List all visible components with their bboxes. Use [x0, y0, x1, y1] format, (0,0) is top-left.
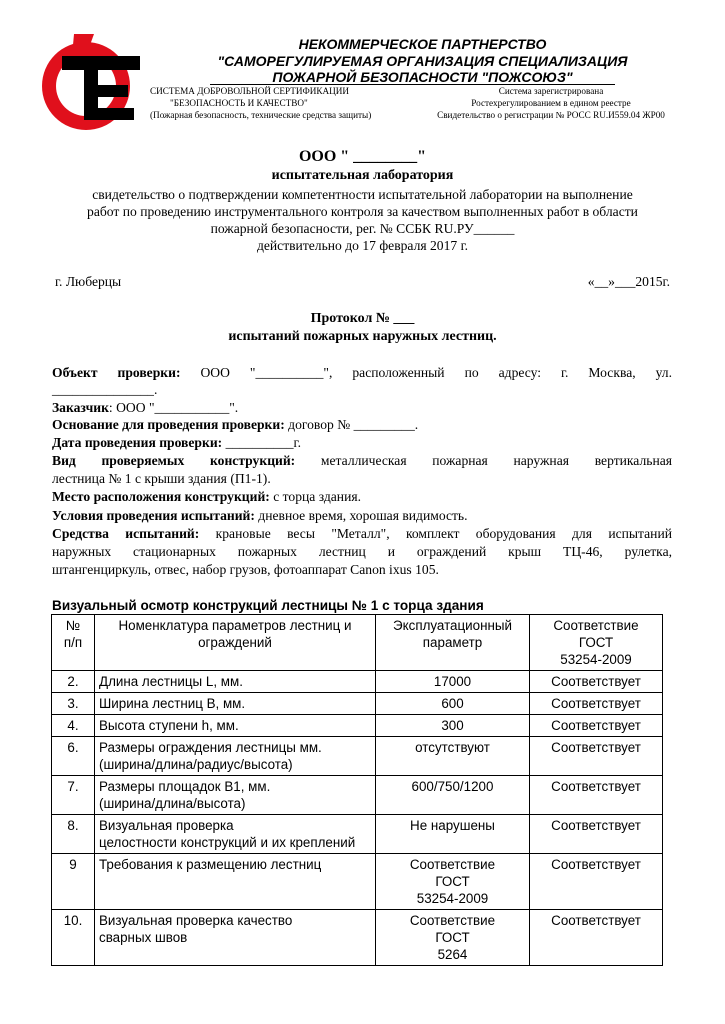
- table-caption: Визуальный осмотр конструкций лестницы № 1 с торца здания: [52, 598, 484, 613]
- cert-registry: Ростехрегулированием в едином реестре: [471, 98, 631, 108]
- row-param: 600/750/1200: [376, 776, 530, 815]
- lab-company: ООО " ________": [298, 148, 427, 165]
- date-field: [52, 434, 301, 451]
- protocol-date: «__»___2015г.: [587, 274, 670, 289]
- location-label: Место расположения конструкций:: [52, 489, 270, 504]
- row-param: Не нарушены: [376, 815, 530, 854]
- customer-field: [52, 399, 238, 416]
- protocol-subtitle: испытаний пожарных наружных лестниц.: [228, 329, 497, 344]
- cert-registration-number: Свидетельство о регистрации № РОСС RU.И559.04 ЖР00: [437, 110, 665, 120]
- basis-field: [52, 416, 418, 433]
- row-param: 300: [376, 715, 530, 737]
- means-value: крановые весы "Металл", комплект оборудования для испытаний: [199, 526, 672, 541]
- means-label: Средства испытаний:: [52, 526, 200, 541]
- row-result: Соответствует: [530, 671, 663, 693]
- org-logo: [36, 30, 140, 134]
- lab-desc-line3: пожарной безопасности, рег. № ССБК RU.РУ______: [210, 221, 515, 236]
- type-value: металлическая пожарная наружная вертикальная: [295, 453, 672, 468]
- lab-desc-line1: свидетельство о подтверждении компетентности испытательной лаборатории на выполнение: [92, 187, 633, 202]
- protocol-title: Протокол № ___: [310, 311, 415, 326]
- table-row: [52, 815, 663, 854]
- lab-desc-line2: работ по проведению инструментального контроля за качеством выполненных работ в области: [87, 204, 638, 219]
- conditions-value: дневное время, хорошая видимость.: [254, 508, 468, 523]
- table-row: [52, 671, 663, 693]
- row-name: Ширина лестниц В, мм.: [95, 693, 376, 715]
- row-result: Соответствует: [530, 854, 663, 910]
- object-value: ООО "__________", расположенный по адресу: г. Москва, ул.: [180, 365, 672, 380]
- row-param: 17000: [376, 671, 530, 693]
- org-name-line1: НЕКОММЕРЧЕСКОЕ ПАРТНЕРСТВО: [298, 36, 547, 52]
- header-gost-compliance: Соответствие ГОСТ 53254-2009: [530, 615, 663, 671]
- table-row: [52, 910, 663, 966]
- means-field: [52, 525, 672, 542]
- row-param: Соответствие ГОСТ 53254-2009: [376, 854, 530, 910]
- header-num: № п/п: [52, 615, 95, 671]
- type-value-cont: лестница № 1 с крыши здания (П1-1).: [52, 471, 271, 486]
- row-result: Соответствует: [530, 715, 663, 737]
- table-row: [52, 854, 663, 910]
- lab-validity: действительно до 17 февраля 2017 г.: [256, 238, 469, 253]
- row-param: 600: [376, 693, 530, 715]
- row-result: Соответствует: [530, 910, 663, 966]
- basis-label: Основание для проведения проверки:: [52, 417, 285, 432]
- lab-name: испытательная лаборатория: [271, 168, 454, 183]
- customer-label: Заказчик: [52, 400, 109, 415]
- object-value-cont: _______________.: [52, 382, 158, 397]
- row-result: Соответствует: [530, 776, 663, 815]
- org-name-line3: ПОЖАРНОЙ БЕЗОПАСНОСТИ "ПОЖСОЮЗ": [272, 69, 573, 85]
- row-num: 4.: [52, 715, 95, 737]
- location-field: [52, 488, 361, 505]
- object-label: Объект проверки:: [52, 365, 181, 380]
- row-num: 10.: [52, 910, 95, 966]
- table-row: [52, 715, 663, 737]
- row-result: Соответствует: [530, 737, 663, 776]
- customer-value: : ООО "___________".: [108, 400, 239, 415]
- row-name: Длина лестницы L, мм.: [95, 671, 376, 693]
- cert-registered: Система зарегистрирована: [498, 86, 604, 96]
- means-value-cont1: наружных стационарных пожарных лестниц и ограждений крыш ТЦ-46, рулетка,: [52, 544, 672, 559]
- row-name: Визуальная проверка целостности конструкций и их креплений: [95, 815, 376, 854]
- type-label: Вид проверяемых конструкций:: [52, 453, 296, 468]
- table-row: [52, 693, 663, 715]
- location-value: с торца здания.: [269, 489, 361, 504]
- basis-value: договор № _________.: [284, 417, 419, 432]
- conditions-field: [52, 507, 468, 524]
- conditions-label: Условия проведения испытаний:: [52, 508, 255, 523]
- row-name: Требования к размещению лестниц: [95, 854, 376, 910]
- org-name-line2: "САМОРЕГУЛИРУЕМАЯ ОРГАНИЗАЦИЯ СПЕЦИАЛИЗАЦИЯ: [217, 52, 628, 69]
- date-label: Дата проведения проверки:: [52, 435, 223, 450]
- row-result: Соответствует: [530, 693, 663, 715]
- inspection-table: [51, 614, 663, 966]
- row-result: Соответствует: [530, 815, 663, 854]
- object-field: [52, 364, 672, 381]
- table-row: [52, 776, 663, 815]
- row-num: 9: [52, 854, 95, 910]
- row-num: 8.: [52, 815, 95, 854]
- means-value-cont2: штангенциркуль, отвес, набор грузов, фотоаппарат Canon ixus 105.: [52, 562, 439, 577]
- row-name: Размеры площадок В1, мм. (ширина/длина/высота): [95, 776, 376, 815]
- header-nomenclature: Номенклатура параметров лестниц и ограждений: [95, 615, 376, 671]
- row-num: 2.: [52, 671, 95, 693]
- row-name: Визуальная проверка качество сварных швов: [95, 910, 376, 966]
- city: г. Люберцы: [55, 274, 122, 289]
- type-field: [52, 452, 672, 469]
- table-header-row: [52, 615, 663, 671]
- row-num: 3.: [52, 693, 95, 715]
- table-row: [52, 737, 663, 776]
- row-param: отсутствуют: [376, 737, 530, 776]
- row-num: 6.: [52, 737, 95, 776]
- cert-system-quality: "БЕЗОПАСНОСТЬ И КАЧЕСТВО": [170, 98, 308, 108]
- date-value: __________г.: [222, 435, 301, 450]
- cert-system-name: СИСТЕМА ДОБРОВОЛЬНОЙ СЕРТИФИКАЦИИ: [150, 86, 350, 96]
- header-operational-param: Эксплуатационный параметр: [376, 615, 530, 671]
- cert-system-scope: (Пожарная безопасность, технические средства защиты): [150, 110, 372, 120]
- row-param: Соответствие ГОСТ 5264: [376, 910, 530, 966]
- row-name: Размеры ограждения лестницы мм. (ширина/длина/радиус/высота): [95, 737, 376, 776]
- row-name: Высота ступени h, мм.: [95, 715, 376, 737]
- row-num: 7.: [52, 776, 95, 815]
